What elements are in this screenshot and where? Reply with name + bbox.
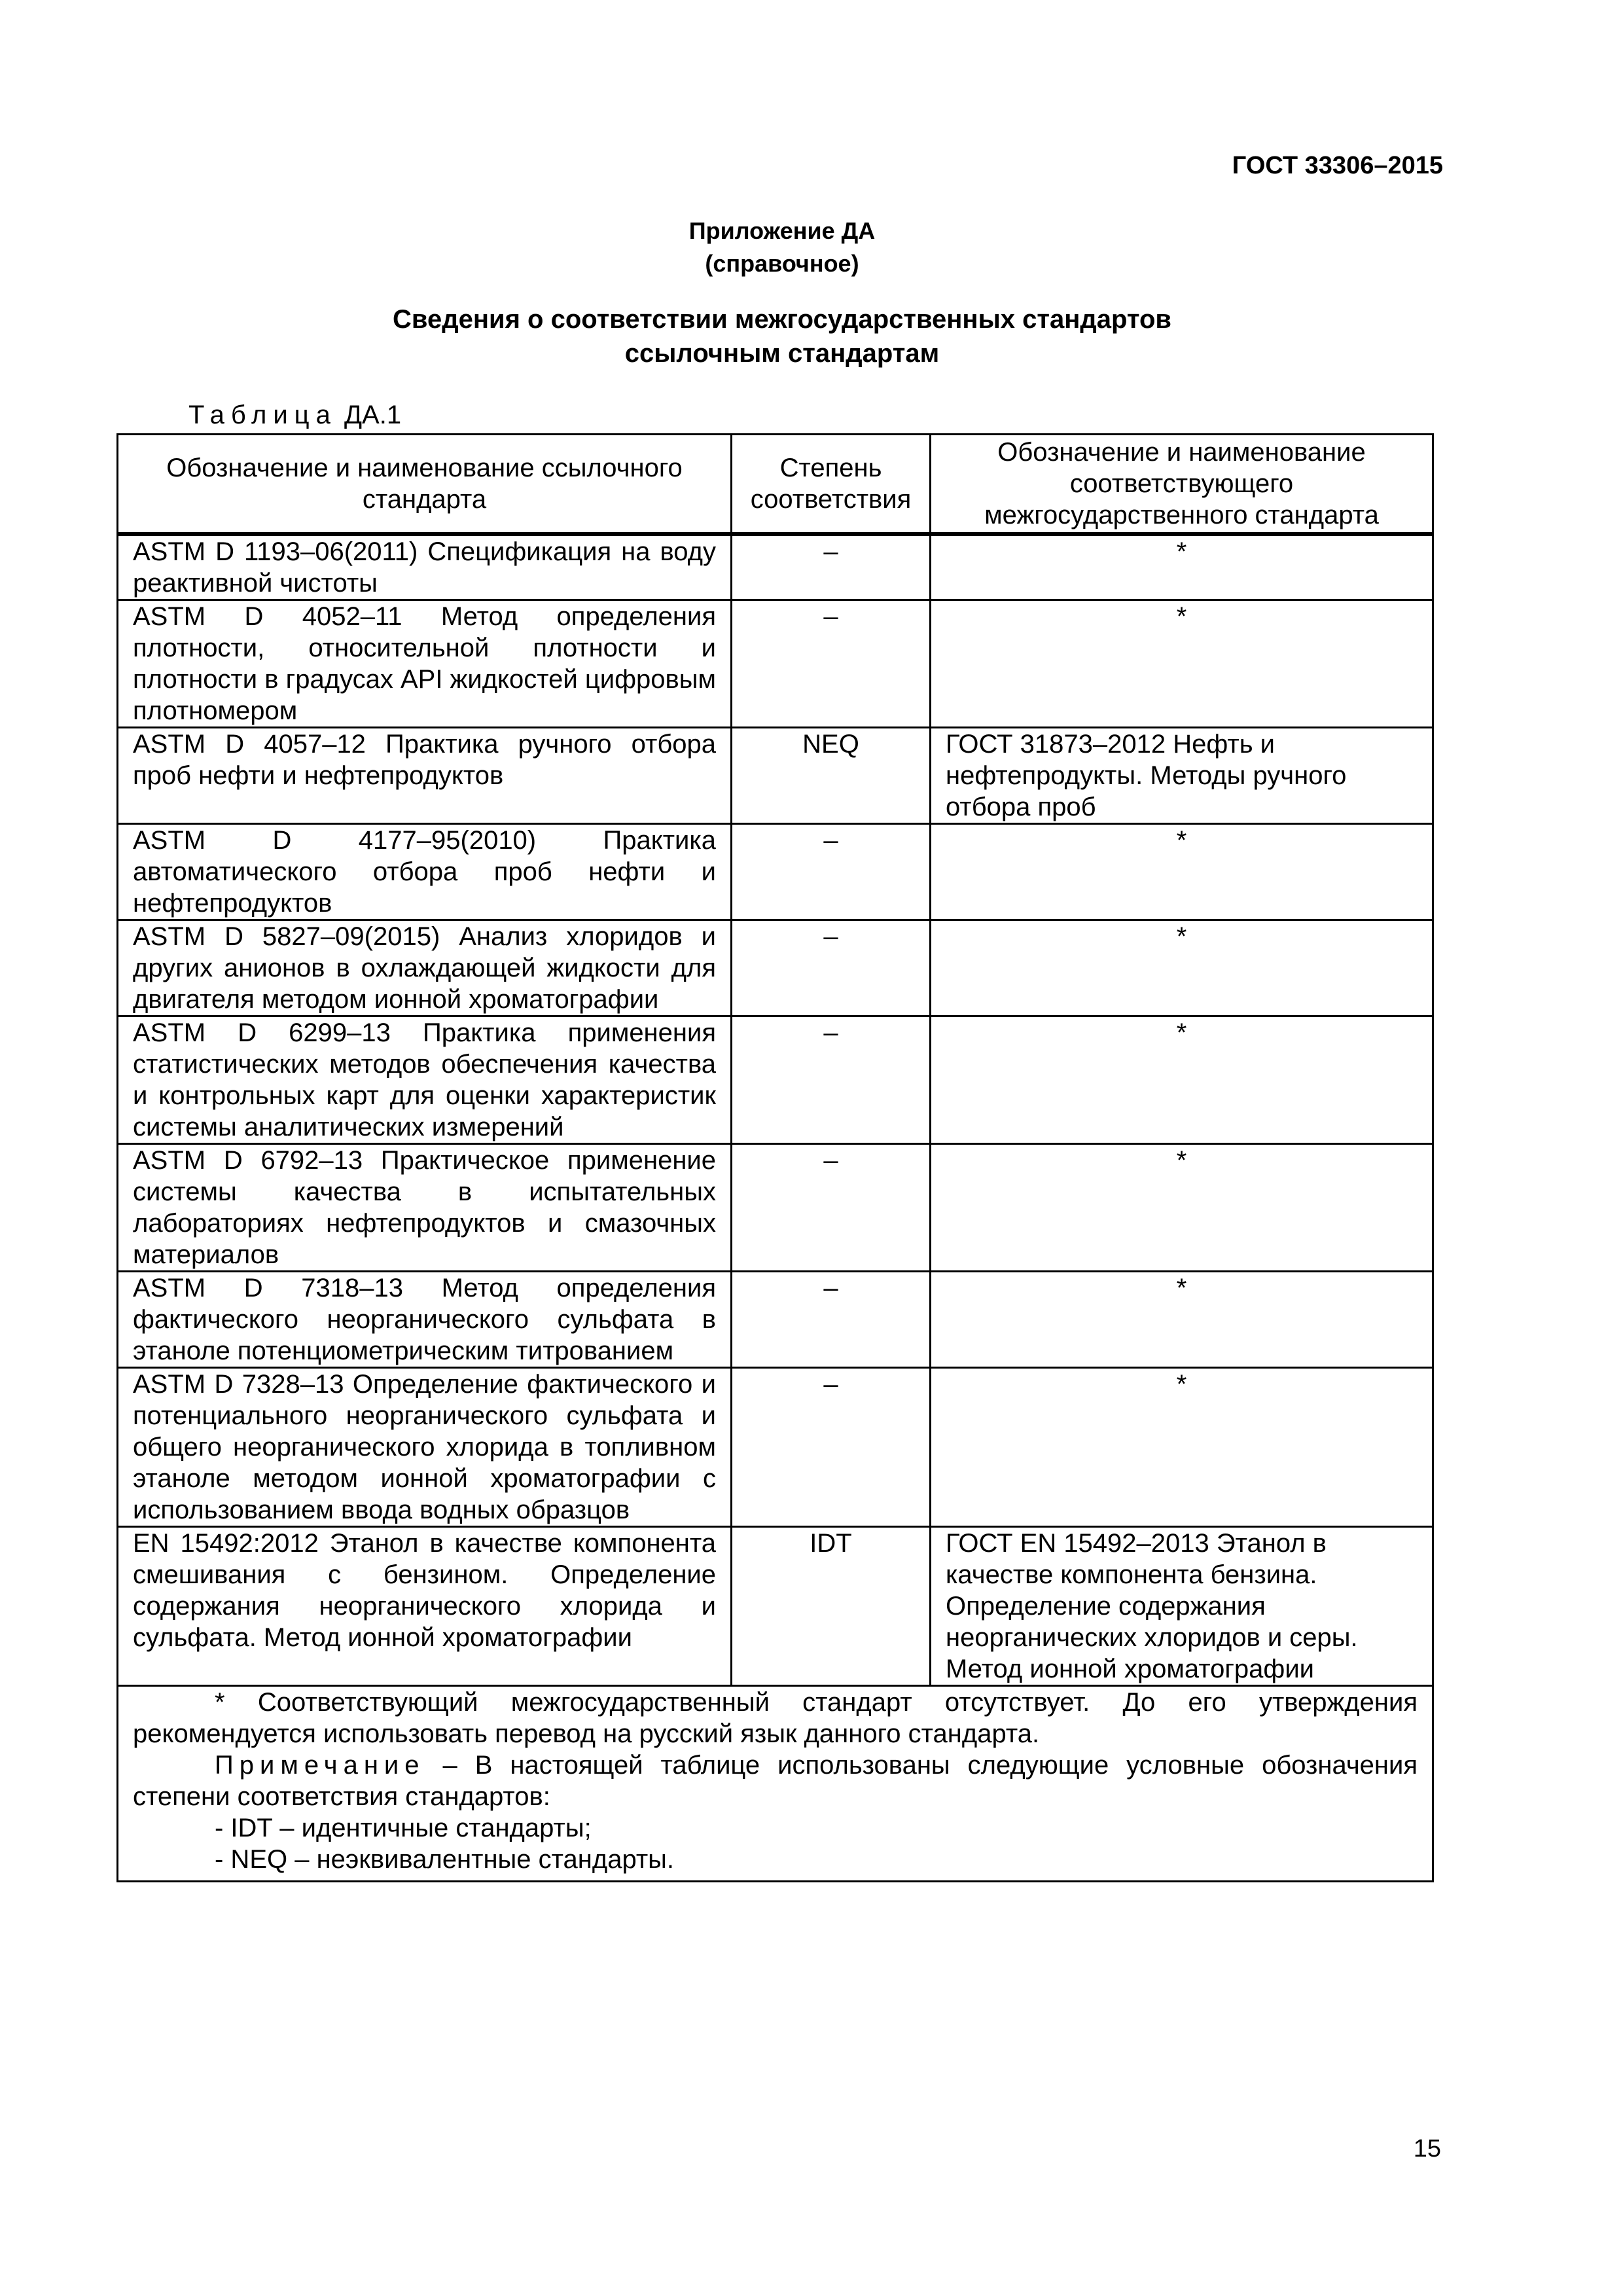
page-number: 15 xyxy=(1413,2135,1441,2162)
table-caption-number: ДА.1 xyxy=(344,401,402,429)
reference-standard-cell: ASTM D 7328–13 Определение фактического и потенциального неорганического сульфата и общего неорганического хлорида в топливном этаноле методом ионной хроматографии с использованием ввода водных образцов xyxy=(118,1368,732,1527)
degree-cell: NEQ xyxy=(732,728,931,824)
degree-cell: – xyxy=(732,600,931,728)
corresponding-standard-cell: * xyxy=(931,824,1433,920)
reference-standard-cell: ASTM D 4057–12 Практика ручного отбора проб нефти и нефтепродуктов xyxy=(118,728,732,824)
appendix-type: (справочное) xyxy=(705,250,859,277)
table-row xyxy=(118,920,1433,1016)
reference-standard-cell: ASTM D 4052–11 Метод определения плотности, относительной плотности и плотности в градусах API жидкостей цифровым плотномером xyxy=(118,600,732,728)
corresponding-standard-cell: * xyxy=(931,1368,1433,1527)
degree-cell: – xyxy=(732,1016,931,1144)
header-reference-standard: Обозначение и наименование ссылочного стандарта xyxy=(118,435,732,535)
corresponding-standard-cell: * xyxy=(931,920,1433,1016)
degree-cell: – xyxy=(732,1368,931,1527)
corresponding-standard-cell: * xyxy=(931,1144,1433,1272)
reference-standard-cell: ASTM D 6299–13 Практика применения статистических методов обеспечения качества и контрольных карт для оценки характеристик системы аналитических измерений xyxy=(118,1016,732,1144)
standards-table xyxy=(116,433,1434,1882)
table-row xyxy=(118,1016,1433,1144)
reference-standard-cell: ASTM D 4177–95(2010) Практика автоматического отбора проб нефти и нефтепродуктов xyxy=(118,824,732,920)
note-item: - IDT – идентичные стандарты; xyxy=(215,1814,592,1842)
table-caption xyxy=(188,401,401,430)
table-row xyxy=(118,1368,1433,1527)
table-row xyxy=(118,1144,1433,1272)
reference-standard-cell: ASTM D 7318–13 Метод определения фактического неорганического сульфата в этаноле потенциометрическим титрованием xyxy=(118,1272,732,1368)
section-title-line1: Сведения о соответствии межгосударственных стандартов xyxy=(393,305,1171,334)
table-row xyxy=(118,1272,1433,1368)
degree-cell: – xyxy=(732,920,931,1016)
table-caption-prefix: Таблица xyxy=(188,401,337,429)
appendix-heading xyxy=(0,215,1564,280)
corresponding-standard-cell: * xyxy=(931,534,1433,600)
reference-standard-cell: EN 15492:2012 Этанол в качестве компонента смешивания с бензином. Определение содержания неорганического хлорида и сульфата. Метод ионной хроматографии xyxy=(118,1527,732,1686)
degree-cell: IDT xyxy=(732,1527,931,1686)
note-item: - NEQ – неэквивалентные стандарты. xyxy=(215,1845,675,1874)
reference-standard-cell: ASTM D 5827–09(2015) Анализ хлоридов и других анионов в охлаждающей жидкости для двигателя методом ионной хроматографии xyxy=(118,920,732,1016)
footnote-text: * Соответствующий межгосударственный стандарт отсутствует. До его утверждения рекомендуется использовать перевод на русский язык данного стандарта. xyxy=(133,1688,1418,1748)
corresponding-standard-cell: * xyxy=(931,600,1433,728)
table-row xyxy=(118,824,1433,920)
corresponding-standard-cell: ГОСТ EN 15492–2013 Этанол в качестве компонента бензина. Определение содержания неорганических хлоридов и серы. Метод ионной хроматографии xyxy=(931,1527,1433,1686)
degree-cell: – xyxy=(732,824,931,920)
degree-cell: – xyxy=(732,534,931,600)
table-footnote-row xyxy=(118,1686,1433,1882)
header-corresponding-standard: Обозначение и наименование соответствующего межгосударственного стандарта xyxy=(931,435,1433,535)
table-row xyxy=(118,1527,1433,1686)
table-row xyxy=(118,534,1433,600)
section-title xyxy=(0,302,1564,370)
table-header-row xyxy=(118,435,1433,535)
reference-standard-cell: ASTM D 1193–06(2011) Спецификация на воду реактивной чистоты xyxy=(118,534,732,600)
note-paragraph xyxy=(133,1749,1418,1812)
corresponding-standard-cell: * xyxy=(931,1016,1433,1144)
note-text: – В настоящей таблице использованы следующие условные обозначения степени соответствия стандартов: xyxy=(133,1751,1418,1811)
section-title-line2: ссылочным стандартам xyxy=(624,339,940,368)
header-degree: Степень соответствия xyxy=(732,435,931,535)
document-id: ГОСТ 33306–2015 xyxy=(1232,152,1443,179)
table-row xyxy=(118,600,1433,728)
corresponding-standard-cell: * xyxy=(931,1272,1433,1368)
appendix-title: Приложение ДА xyxy=(688,217,876,244)
footnote-cell xyxy=(118,1686,1433,1882)
degree-cell: – xyxy=(732,1272,931,1368)
corresponding-standard-cell: ГОСТ 31873–2012 Нефть и нефтепродукты. Методы ручного отбора проб xyxy=(931,728,1433,824)
degree-cell: – xyxy=(732,1144,931,1272)
reference-standard-cell: ASTM D 6792–13 Практическое применение системы качества в испытательных лабораториях нефтепродуктов и смазочных материалов xyxy=(118,1144,732,1272)
table-row xyxy=(118,728,1433,824)
note-label: Примечание xyxy=(215,1751,425,1780)
